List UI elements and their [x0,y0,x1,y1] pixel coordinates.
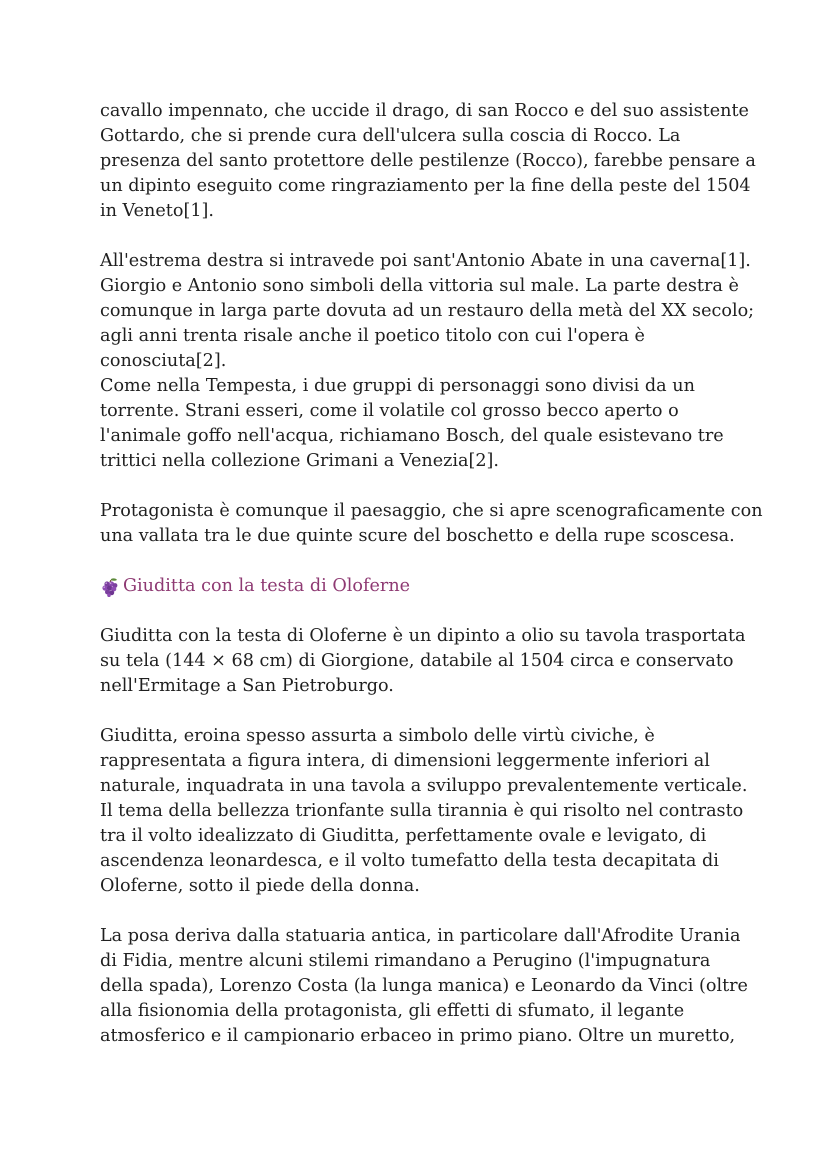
text-line: di Fidia, mentre alcuni stilemi rimandano a Perugino (l'impugnatura [100,951,711,971]
text-line: cavallo impennato, che uccide il drago, di san Rocco e del suo assistente [100,101,749,121]
text-line: trittici nella collezione Grimani a Venezia[2]. [100,451,500,471]
text-line: una vallata tra le due quinte scure del boschetto e della rupe scoscesa. [100,526,735,546]
text-line: presenza del santo protettore delle pestilenze (Rocco), farebbe pensare a [100,151,756,171]
text-line: Gottardo, che si prende cura dell'ulcera sulla coscia di Rocco. La [100,126,681,146]
text-line: tra il volto idealizzato di Giuditta, perfettamente ovale e levigato, di [100,826,707,846]
text-line: All'estrema destra si intravede poi sant'Antonio Abate in una caverna[1]. [100,251,751,271]
text-line: un dipinto eseguito come ringraziamento per la fine della peste del 1504 [100,176,751,196]
paragraph-giuditta-descrizione [100,724,748,899]
text-line: conosciuta[2]. [100,351,227,371]
text-line: Oloferne, sotto il piede della donna. [100,876,420,896]
text-line: su tela (144 × 68 cm) di Giorgione, databile al 1504 circa e conservato [100,651,734,671]
text-line: agli anni trenta risale anche il poetico titolo con cui l'opera è [100,326,645,346]
section-heading [100,574,740,599]
text-line: Il tema della bellezza trionfante sulla tirannia è qui risolto nel contrasto [100,801,744,821]
paragraph-antonio-abate [100,249,755,374]
paragraph-tempesta [100,374,740,474]
text-line: in Veneto[1]. [100,201,214,221]
text-line: rappresentata a figura intera, di dimensioni leggermente inferiori al [100,751,710,771]
text-line: Come nella Tempesta, i due gruppi di personaggi sono divisi da un [100,376,695,396]
text-line: l'animale goffo nell'acqua, richiamano Bosch, del quale esistevano tre [100,426,724,446]
grapes-icon [100,577,120,597]
text-line: comunque in larga parte dovuta ad un restauro della metà del XX secolo; [100,301,755,321]
text-line: nell'Ermitage a San Pietroburgo. [100,676,394,696]
paragraph-paesaggio [100,499,763,549]
text-line: alla fisionomia della protagonista, gli effetti di sfumato, il legante [100,1001,685,1021]
text-line: Giorgio e Antonio sono simboli della vittoria sul male. La parte destra è [100,276,739,296]
document-page [100,99,763,1049]
paragraph-giuditta-intro [100,624,746,699]
text-line: Giuditta con la testa di Oloferne è un dipinto a olio su tavola trasportata [100,626,746,646]
paragraph-san-giorgio-rocco [100,99,756,224]
text-line: La posa deriva dalla statuaria antica, in particolare dall'Afrodite Urania [100,926,741,946]
text-line: Giuditta, eroina spesso assurta a simbolo delle virtù civiche, è [100,726,655,746]
text-line: Protagonista è comunque il paesaggio, che si apre scenograficamente con [100,501,763,521]
text-line: torrente. Strani esseri, come il volatile col grosso becco aperto o [100,401,679,421]
text-line: naturale, inquadrata in una tavola a sviluppo prevalentemente verticale. [100,776,748,796]
paragraph-giuditta-posa [100,924,748,1049]
text-line: ascendenza leonardesca, e il volto tumefatto della testa decapitata di [100,851,719,871]
text-line: atmosferico e il campionario erbaceo in primo piano. Oltre un muretto, [100,1026,736,1046]
text-line: della spada), Lorenzo Costa (la lunga manica) e Leonardo da Vinci (oltre [100,976,748,996]
section-heading-text: Giuditta con la testa di Oloferne [123,576,411,596]
